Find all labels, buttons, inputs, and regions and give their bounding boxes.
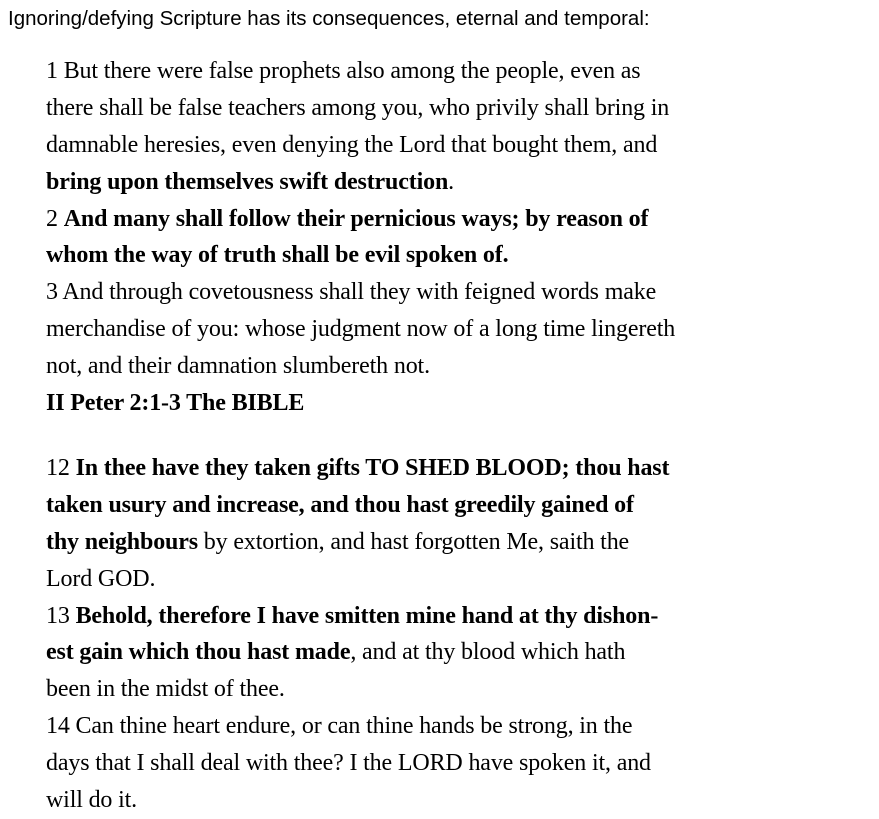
bold-text-segment: bring upon themselves swift destruction <box>46 168 449 195</box>
text-segment: days that I shall deal with thee? I the LORD have spoken it, and <box>46 750 651 777</box>
text-segment: , and at thy blood which hath <box>350 639 626 666</box>
text-line <box>46 598 846 635</box>
passage-ezekiel <box>46 450 846 819</box>
text-line <box>46 127 846 164</box>
text-segment: 12 <box>46 455 76 481</box>
text-line <box>46 385 846 422</box>
text-line <box>46 487 846 524</box>
text-segment: will do it. <box>46 787 138 814</box>
bold-text-segment: taken usury and increase, and thou hast greedily gained of <box>46 491 634 518</box>
text-line <box>46 782 846 819</box>
text-segment: damnable heresies, even denying the Lord that bought them, and <box>46 131 658 158</box>
bold-text-segment: II Peter 2:1-3 The BIBLE <box>46 390 305 417</box>
text-line <box>46 450 846 487</box>
bold-text-segment: est gain which thou hast made <box>46 639 351 666</box>
text-line <box>46 634 846 671</box>
text-line <box>46 237 846 274</box>
text-segment: 1 But there were false prophets also among the people, even as <box>46 58 641 84</box>
text-segment: by extortion, and hast forgotten Me, saith the <box>197 528 630 555</box>
text-line <box>46 348 846 385</box>
text-line <box>46 708 846 745</box>
text-line <box>46 164 846 201</box>
text-line <box>46 53 846 90</box>
text-line <box>46 745 846 782</box>
text-segment: 14 Can thine heart endure, or can thine hands be strong, in the <box>46 713 633 740</box>
text-line <box>46 671 846 708</box>
text-segment: 13 <box>46 602 76 629</box>
bold-text-segment: In thee have they taken gifts TO SHED BLOOD; thou hast <box>75 455 670 481</box>
text-segment: merchandise of you: whose judgment now of a long time lingereth <box>46 316 676 343</box>
bold-text-segment: thy neighbours <box>46 528 198 555</box>
text-line <box>46 274 846 311</box>
text-line <box>46 201 846 238</box>
text-segment: 2 <box>46 205 64 232</box>
text-line <box>46 561 846 598</box>
heading-text: Ignoring/defying Scripture has its consequences, eternal and temporal: <box>8 7 650 30</box>
text-line <box>46 90 846 127</box>
text-line <box>46 311 846 348</box>
text-segment: Lord GOD. <box>46 565 156 592</box>
bold-text-segment: And many shall follow their pernicious ways; by reason of <box>63 205 649 232</box>
text-segment: . <box>448 168 455 195</box>
bold-text-segment: Behold, therefore I have smitten mine hand at thy dishon- <box>75 602 659 629</box>
text-line <box>46 524 846 561</box>
text-segment: there shall be false teachers among you, who privily shall bring in <box>46 94 670 121</box>
text-segment: not, and their damnation slumbereth not. <box>46 353 430 380</box>
text-segment: been in the midst of thee. <box>46 676 285 703</box>
text-segment: 3 And through covetousness shall they with feigned words make <box>46 279 657 306</box>
passage-2-peter <box>46 53 846 422</box>
bold-text-segment: whom the way of truth shall be evil spoken of. <box>46 242 509 269</box>
